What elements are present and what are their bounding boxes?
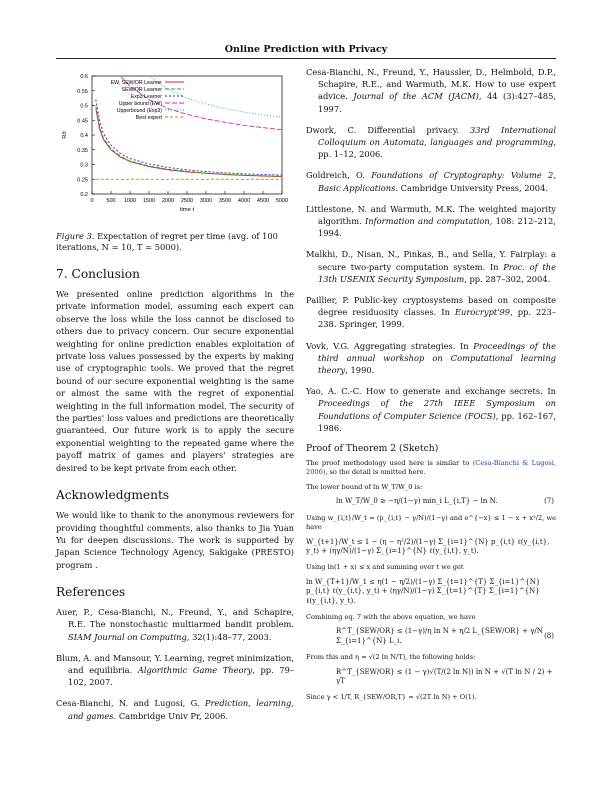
equation-sum: ln W_{T+1}/W_1 ≤ η(1 − η/2)/(1−γ) Σ_{t=1}^{T} Σ_{i=1}^{N} p_{i,t} ℓ(y_{i,t}, y_t) + (ηγ/N)/(1−γ) Σ_{t=1}^{T} Σ_{i=1}^{N} ℓ(y_{i,t}, y_t). (306, 577, 541, 605)
conclusion-heading: 7. Conclusion (56, 267, 140, 281)
equation-7: ln W_T/W_0 ≥ −η/(1−γ) min_i L_{i,T} − ln N. (7) (336, 497, 554, 506)
legend-entry: Upper bound (EW) (118, 101, 162, 107)
x-tick-label: 2000 (161, 198, 175, 204)
x-tick-label: 1000 (123, 198, 137, 204)
proof-intro: The proof methodology used here is similar to (Cesa-Bianchi & Lugosi, 2006), so the detail is omitted here. (306, 459, 556, 477)
x-tick-label: 3500 (218, 198, 232, 204)
proof-since: Since γ < 1/T, R_{SEW/OR,T} = √(2T ln N) + O(1). (306, 693, 477, 702)
reference-item: Vovk, V.G. Aggregating strategies. In Proceedings of the third annual workshop on Computational learning theory, 1990. (306, 340, 556, 376)
x-tick-label: 4000 (237, 198, 251, 204)
references-heading: References (56, 585, 126, 600)
x-tick-label: 500 (106, 198, 116, 204)
legend-entry: Exp3 Learner (130, 94, 162, 100)
acknowledgments-heading: Acknowledgments (56, 488, 170, 503)
reference-item: Auer, P., Cesa-Bianchi, N., Freund, Y., and Schapire, R.E. The nonstochastic multiarmed bandit problem. SIAM Journal on Computing, 32(1):48–77, 2003. (56, 607, 294, 642)
y-tick-label: 0.55 (77, 88, 88, 95)
caption-label: Figure 3. (56, 231, 95, 241)
reference-item: Goldreich, O. Foundations of Cryptography: Volume 2, Basic Applications. Cambridge University Press, 2004. (306, 170, 556, 193)
series-line (96, 106, 282, 177)
y-tick-label: 0.35 (77, 147, 88, 154)
reference-item: Cesa-Bianchi, N., Freund, Y., Haussler, D., Helmbold, D.P., Schapire, R.E., and Warmuth, M.K. How to use expert advice. Journal of the ACM (JACM), 44 (3):427–485, 1997. (306, 67, 557, 114)
y-tick-label: 0.25 (77, 177, 88, 184)
equation-8: R^T_{SEW/OR} ≤ (1−γ)/η ln N + η/2 L_{SEW/OR} + γ/N Σ_{i=1}^{N} L_i. (8) (336, 627, 554, 645)
y-tick-label: 0.4 (80, 133, 88, 139)
x-tick-label: 3000 (199, 198, 213, 204)
series-line (96, 109, 282, 177)
series-line (96, 66, 282, 130)
y-tick-label: 0.2 (80, 192, 88, 198)
right-column (306, 66, 556, 708)
x-tick-label: 0 (90, 198, 94, 204)
reference-item: Yao, A. C.-C. How to generate and exchange secrets. In Proceedings of the 27th IEEE Symposium on Foundations of Computer Science (FOCS), pp. 162–167, 1986. (306, 386, 556, 433)
x-tick-label: 1500 (142, 198, 156, 204)
reference-item: Littlestone, N. and Warmuth, M.K. The weighted majority algorithm. Information and computation, 108: 212–212, 1994. (306, 203, 556, 239)
y-tick-label: 0.5 (80, 103, 88, 110)
proof-lower-bound: The lower bound of ln W_T/W_0 is: (306, 482, 423, 491)
caption-text: Expectation of regret per time (avg. of 100 iterations, N = 10, T = 5000). (56, 231, 278, 252)
equation-regret-bound: R^T_{SEW/OR} ≤ (1 − γ)√(T/(2 ln N)) ln N + √(T ln N / 2) + γT (336, 667, 553, 685)
x-tick-label: 2500 (180, 198, 194, 204)
reference-item: Dwork, C. Differential privacy. 33rd International Colloquium on Automata, languages and programming, pp. 1–12, 2006. (306, 124, 556, 160)
figure-3 (56, 66, 294, 253)
x-tick-label: 4500 (256, 198, 270, 204)
figure-caption (56, 231, 294, 253)
citation-link[interactable]: (Cesa-Bianchi & Lugosi, 2006) (306, 459, 556, 477)
y-tick-label: 0.6 (80, 74, 88, 80)
legend-entry: EW, SEW/OR Learner (110, 80, 162, 86)
references-left (56, 606, 294, 722)
proof-combining: Combining eq. 7 with the above equation, we have (306, 612, 476, 621)
legend-entry: Best expert (135, 115, 162, 121)
reference-item: Paillier, P. Public-key cryptosystems based on composite degree residuosity classes. In Eurocrypt'99, pp. 223–238. Springer, 1999. (306, 295, 556, 330)
reference-item: Blum, A. and Mansour, Y. Learning, regret minimization, and equilibria. Algorithmic Game Theory, pp. 79–102, 2007. (56, 652, 294, 688)
running-header: Online Prediction with Privacy (224, 44, 388, 55)
acknowledgments-text: We would like to thank to the anonymous reviewers for providing thoughtful comments, also thanks to Jia Yuan Yu for deepen discussions. The work is supported by Japan Science Technology Agency, Sakigake (PRESTO) program . (56, 510, 294, 570)
plot-frame (92, 76, 282, 194)
references-right (306, 66, 556, 434)
proof-title: Proof of Theorem 2 (Sketch) (306, 443, 439, 455)
equation-weight-ratio: W_{t+1}/W_t ≤ 1 − (η − η²/2)/(1−γ) Σ_{i=1}^{N} p_{i,t} ℓ(y_{i,t}, y_t) + (ηγ/N)/(1−γ) Σ_{i=1}^{N} ℓ(y_{i,t}, y_t). (306, 537, 550, 555)
reference-item: Malkhi, D., Nisan, N., Pinkas, B., and Sella, Y. Fairplay: a secure two-party computation system. In Proc. of the 13th USENIX Security Symposium, pp. 287–302, 2004. (306, 249, 556, 284)
proof-from: From this and η = √(2 ln N/T), the following holds: (306, 653, 476, 662)
x-axis-label: time t (179, 207, 195, 213)
legend-entry: SEW/OR Learner (121, 87, 162, 93)
proof-body (306, 459, 556, 703)
proof-using: Using w_{i,t}/W_t = (p_{i,t} − γ/N)/(1−γ) and e^{−x} ≤ 1 − x + x²/2, we have (306, 513, 556, 532)
y-tick-label: 0.45 (77, 118, 88, 125)
regret-chart (56, 66, 294, 226)
y-tick-label: 0.3 (80, 162, 88, 169)
y-axis-label: R/t (62, 131, 68, 139)
x-tick-label: 5000 (275, 198, 289, 204)
legend-entry: Upperbound (Exp3) (116, 108, 162, 114)
header-rule (56, 58, 556, 59)
proof-using-ln: Using ln(1 + x) ≤ x and summing over t we get (306, 563, 464, 572)
conclusion-text: We presented online prediction algorithms in the private information model, assuming each expert can observe the loss while the loss cannot be disclosed to others due to privacy concern. Our secure exponential weighting for online prediction enables exploitation of private loss values possessed by the experts by making use of cryptographic tools. We proved that the regret bound of our secure exponential weighting is the same or almost the same with the regret of exponential weighting in the full information model. The security of the parties' loss values and predictions are theoretically guaranteed. Our future work is to apply the secure exponential weighting to the repeated game where the payoff matrix of games and players' strategies are desired to be kept private from each other. (56, 289, 294, 473)
left-column (56, 66, 294, 731)
reference-item: Cesa-Bianchi, N. and Lugosi, G. Prediction, learning, and games. Cambridge Univ Pr, 2006. (56, 698, 295, 721)
